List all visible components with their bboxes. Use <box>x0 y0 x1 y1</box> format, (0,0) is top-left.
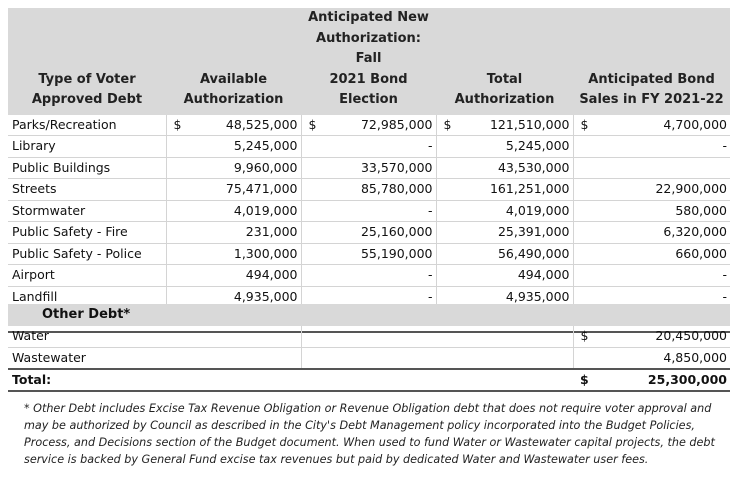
cell-total: 5,245,000 <box>456 136 573 158</box>
other-debt-header: Other Debt* <box>8 304 301 326</box>
total-label: Total: <box>8 369 301 391</box>
cell-bond-sales <box>593 157 730 179</box>
table-row <box>8 157 730 179</box>
currency-symbol <box>166 179 186 201</box>
cell-bond-sales: 22,900,000 <box>593 179 730 201</box>
row-label: Wastewater <box>8 347 301 369</box>
currency-symbol <box>301 243 321 265</box>
row-label: Landfill <box>8 286 166 308</box>
cell-bond-sales: - <box>593 286 730 308</box>
table-row <box>8 326 730 347</box>
currency-symbol <box>436 200 456 222</box>
table-row <box>8 200 730 222</box>
cell-bond-sales: - <box>593 136 730 158</box>
cell-anticipated: - <box>321 200 436 222</box>
currency-symbol <box>166 200 186 222</box>
row-label: Library <box>8 136 166 158</box>
currency-symbol <box>301 265 321 287</box>
cell-available: 9,960,000 <box>186 157 301 179</box>
currency-symbol <box>436 157 456 179</box>
header-anticipated-bond-sales: Anticipated Bond Sales in FY 2021-22 <box>573 8 730 115</box>
row-label: Public Buildings <box>8 157 166 179</box>
cell-total: 43,530,000 <box>456 157 573 179</box>
currency-symbol <box>436 243 456 265</box>
cell-total: 25,391,000 <box>456 222 573 244</box>
cell-bond-sales: 580,000 <box>593 200 730 222</box>
currency-symbol <box>301 200 321 222</box>
cell-total: 494,000 <box>456 265 573 287</box>
cell-total: 161,251,000 <box>456 179 573 201</box>
currency-symbol: $ <box>301 115 321 136</box>
table-row <box>8 347 730 369</box>
total-value: 25,300,000 <box>593 369 730 391</box>
row-label: Parks/Recreation <box>8 115 166 136</box>
other-debt-table <box>8 304 730 392</box>
currency-symbol <box>436 265 456 287</box>
cell-total: 4,935,000 <box>456 286 573 308</box>
row-label: Public Safety - Police <box>8 243 166 265</box>
table-row <box>8 115 730 136</box>
currency-symbol <box>573 243 593 265</box>
cell-bond-sales: 660,000 <box>593 243 730 265</box>
cell-bond-sales: 6,320,000 <box>593 222 730 244</box>
header-total-authorization: Total Authorization <box>436 8 573 115</box>
cell-anticipated: - <box>321 265 436 287</box>
currency-symbol <box>166 157 186 179</box>
table-row <box>8 243 730 265</box>
footnote: * Other Debt includes Excise Tax Revenue Obligation or Revenue Obligation debt that does not require voter approval and may be authorized by Council as described in the City's Debt Management policy incorporated into the Budget Policies, Process, and Decisions section of the Budget document. When used to fund Water or Wastewater capital projects, the debt service is backed by General Fund excise tax revenues but paid by dedicated Water and Wastewater user fees. <box>24 402 715 466</box>
cell-value: 4,850,000 <box>593 347 730 369</box>
header-available-authorization: Available Authorization <box>166 8 301 115</box>
currency-symbol <box>573 222 593 244</box>
currency-symbol <box>301 136 321 158</box>
currency-symbol <box>573 157 593 179</box>
cell-total: 4,019,000 <box>456 200 573 222</box>
currency-symbol: $ <box>573 115 593 136</box>
currency-symbol <box>573 136 593 158</box>
currency-symbol <box>573 347 593 369</box>
table-row <box>8 265 730 287</box>
currency-symbol <box>436 222 456 244</box>
currency-symbol <box>301 222 321 244</box>
currency-symbol <box>301 179 321 201</box>
currency-symbol: $ <box>573 326 593 347</box>
row-label: Water <box>8 326 301 347</box>
currency-symbol <box>573 179 593 201</box>
cell-available: 48,525,000 <box>186 115 301 136</box>
header-anticipated-new-authorization: Anticipated New Authorization: Fall 2021 Bond Election <box>301 8 436 115</box>
cell-available: 75,471,000 <box>186 179 301 201</box>
currency-symbol <box>166 265 186 287</box>
cell-anticipated: - <box>321 136 436 158</box>
currency-symbol <box>573 265 593 287</box>
table-header-row <box>8 8 730 115</box>
cell-anticipated: 85,780,000 <box>321 179 436 201</box>
cell-available: 4,935,000 <box>186 286 301 308</box>
cell-available: 231,000 <box>186 222 301 244</box>
cell-available: 5,245,000 <box>186 136 301 158</box>
cell-anticipated: 55,190,000 <box>321 243 436 265</box>
currency-symbol <box>436 136 456 158</box>
row-label: Airport <box>8 265 166 287</box>
table-row <box>8 179 730 201</box>
currency-symbol <box>166 136 186 158</box>
cell-bond-sales: 4,700,000 <box>593 115 730 136</box>
table-row <box>8 222 730 244</box>
other-debt-header-row <box>8 304 730 326</box>
currency-symbol <box>166 222 186 244</box>
currency-symbol <box>301 157 321 179</box>
cell-anticipated: 25,160,000 <box>321 222 436 244</box>
cell-bond-sales: - <box>593 265 730 287</box>
voter-approved-debt-table <box>8 8 730 333</box>
total-row <box>8 369 730 391</box>
currency-symbol: $ <box>166 115 186 136</box>
cell-total: 121,510,000 <box>456 115 573 136</box>
row-label: Stormwater <box>8 200 166 222</box>
currency-symbol <box>436 179 456 201</box>
cell-anticipated: 33,570,000 <box>321 157 436 179</box>
cell-available: 494,000 <box>186 265 301 287</box>
row-label: Public Safety - Fire <box>8 222 166 244</box>
table-body <box>8 115 730 333</box>
currency-symbol: $ <box>573 369 593 391</box>
currency-symbol <box>166 243 186 265</box>
cell-available: 4,019,000 <box>186 200 301 222</box>
cell-total: 56,490,000 <box>456 243 573 265</box>
other-debt-body <box>8 304 730 391</box>
cell-value: 20,450,000 <box>593 326 730 347</box>
cell-anticipated: 72,985,000 <box>321 115 436 136</box>
header-type-of-debt: Type of Voter Approved Debt <box>8 8 166 115</box>
cell-available: 1,300,000 <box>186 243 301 265</box>
table-row <box>8 136 730 158</box>
currency-symbol: $ <box>436 115 456 136</box>
currency-symbol <box>573 200 593 222</box>
row-label: Streets <box>8 179 166 201</box>
cell-anticipated: - <box>321 286 436 308</box>
